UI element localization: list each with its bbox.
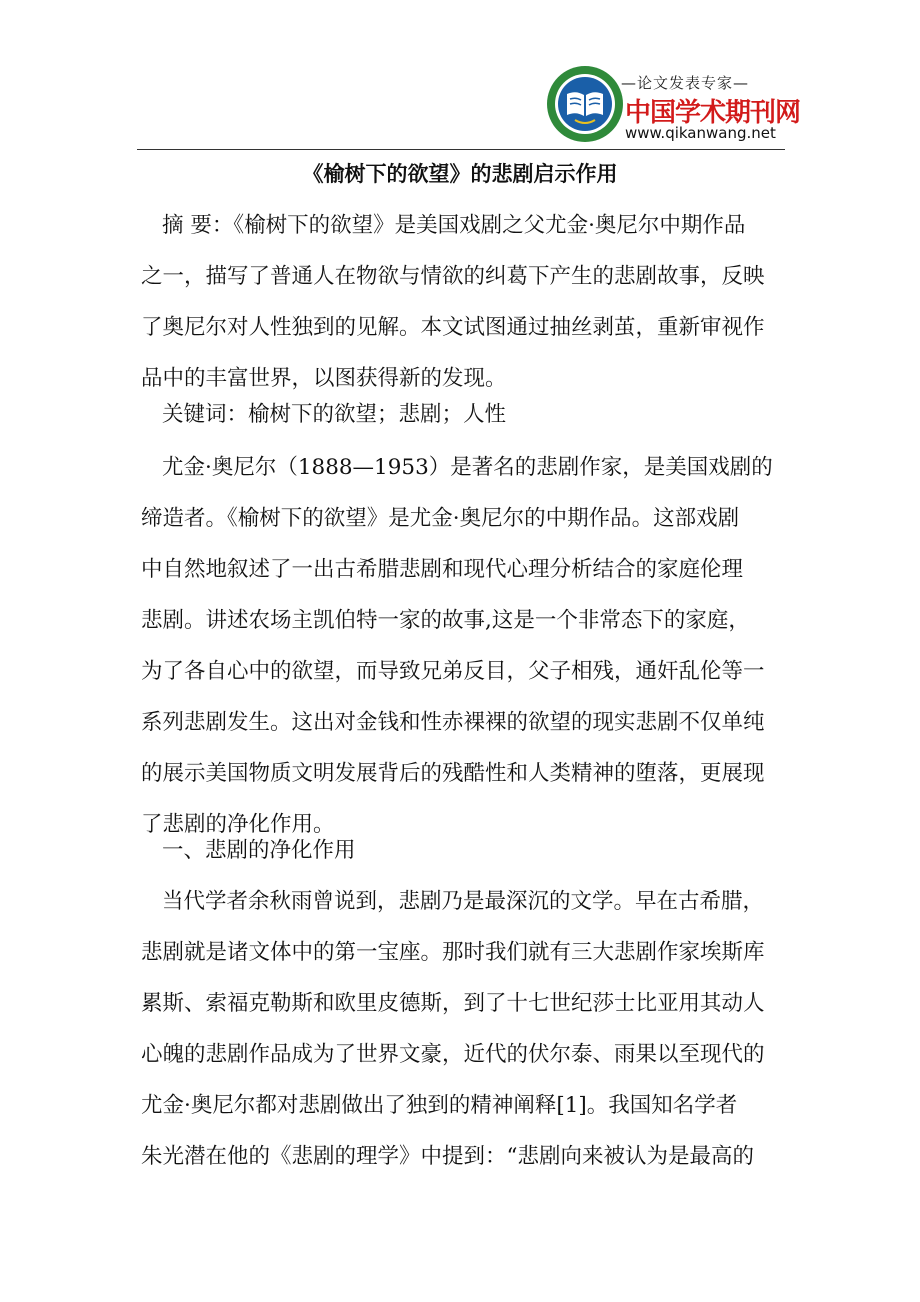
keywords-paragraph [141, 389, 781, 440]
abstract-paragraph [141, 200, 781, 404]
intro-paragraph [141, 442, 781, 850]
text-line: 之一，描写了普通人在物欲与情欲的纠葛下产生的悲剧故事，反映 [141, 264, 765, 289]
journal-logo[interactable] [545, 64, 801, 152]
text-line: 朱光潜在他的《悲剧的理学》中提到：“悲剧向来被认为是最高的 [141, 1144, 754, 1169]
text-line: 品中的丰富世界，以图获得新的发现。 [141, 366, 507, 391]
text-line: 系列悲剧发生。这出对金钱和性赤裸裸的欲望的现实悲剧不仅单纯 [141, 710, 765, 735]
text-line: 摘 要：《榆树下的欲望》是美国戏剧之父尤金·奥尼尔中期作品 [162, 213, 746, 238]
text-line: 缔造者。《榆树下的欲望》是尤金·奥尼尔的中期作品。这部戏剧 [141, 506, 740, 531]
logo-site-url[interactable]: www.qikanwang.net [625, 124, 776, 142]
text-line: 关键词：榆树下的欲望；悲剧；人性 [162, 402, 507, 427]
text-line: 尤金·奥尼尔都对悲剧做出了独到的精神阐释[1]。我国知名学者 [141, 1093, 738, 1118]
text-line: 了悲剧的净化作用。 [141, 812, 335, 837]
text-line: 为了各自心中的欲望，而导致兄弟反目，父子相残，通奸乱伦等一 [141, 659, 765, 684]
text-line: 当代学者余秋雨曾说到，悲剧乃是最深沉的文学。早在古希腊， [162, 889, 765, 914]
text-line: 心魄的悲剧作品成为了世界文豪，近代的伏尔泰、雨果以至现代的 [141, 1042, 765, 1067]
logo-brand-name: 中国学术期刊网 [625, 98, 801, 128]
text-line: 累斯、索福克勒斯和欧里皮德斯，到了十七世纪莎士比亚用其动人 [141, 991, 765, 1016]
book-seal-icon [545, 64, 625, 144]
text-line: 中自然地叙述了一出古希腊悲剧和现代心理分析结合的家庭伦理 [141, 557, 744, 582]
logo-tagline: —论文发表专家— [621, 74, 750, 92]
header-divider [137, 149, 785, 150]
text-line: 悲剧。讲述农场主凯伯特一家的故事,这是一个非常态下的家庭， [141, 608, 750, 633]
text-line: 悲剧就是诸文体中的第一宝座。那时我们就有三大悲剧作家埃斯库 [141, 940, 765, 965]
article-title: 《榆树下的欲望》的悲剧启示作用 [302, 162, 618, 186]
text-line: 一、悲剧的净化作用 [162, 838, 356, 863]
text-line: 了奥尼尔对人性独到的见解。本文试图通过抽丝剥茧，重新审视作 [141, 315, 765, 340]
section-paragraph [141, 876, 781, 1182]
section-heading [141, 825, 781, 876]
text-line: 尤金·奥尼尔（1888—1953）是著名的悲剧作家，是美国戏剧的 [162, 455, 773, 480]
text-line: 的展示美国物质文明发展背后的残酷性和人类精神的堕落，更展现 [141, 761, 765, 786]
